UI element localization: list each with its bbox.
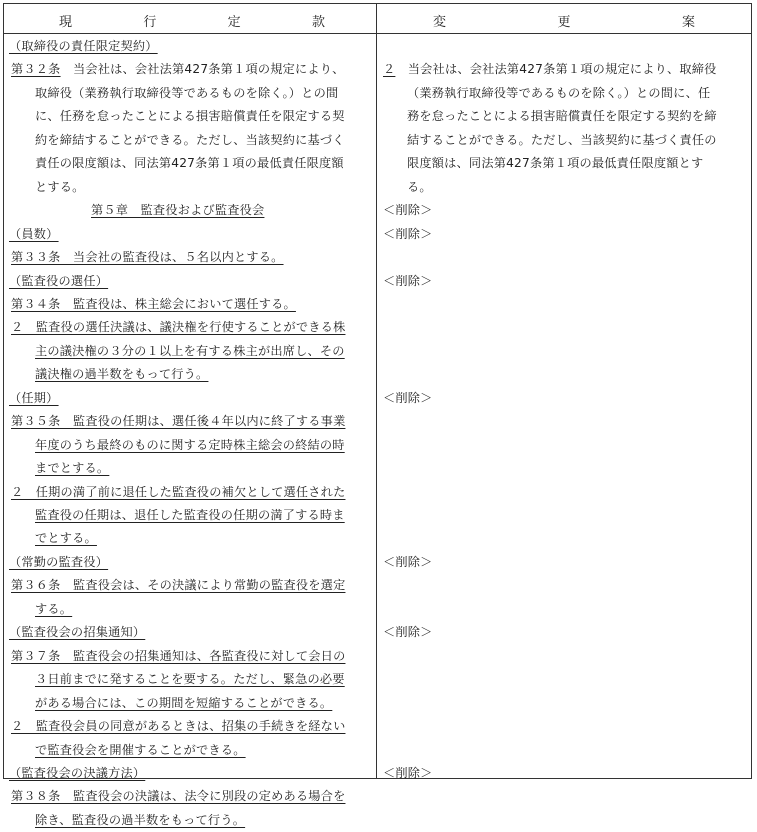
- current-article-line: 第３８条 監査役会の決議は、法令に別段の定めある場合を: [11, 789, 346, 804]
- current-article-line: 第３３条 当会社の監査役は、５名以内とする。: [11, 250, 284, 265]
- header-char: 行: [143, 14, 157, 30]
- current-article-line: （員数）: [9, 226, 59, 241]
- current-article-line: がある場合には、この期間を短縮することができる。: [35, 695, 333, 710]
- current-article-line: 議決権の過半数をもって行う。: [35, 367, 209, 382]
- current-articles-column: [3, 34, 375, 827]
- current-article-line: （監査役の選任）: [9, 273, 109, 288]
- current-article-line: する。: [35, 601, 73, 616]
- header-char: 変: [433, 14, 447, 30]
- amendment-table: [3, 3, 752, 827]
- header-char: 更: [557, 14, 571, 30]
- header-char: 現: [59, 14, 73, 30]
- proposed-article-line: ２ 当会社は、会社法第427条第１項の規定により、取締役: [383, 62, 717, 77]
- header-current-articles: [59, 7, 325, 33]
- proposed-changes-column: [377, 34, 751, 778]
- proposed-article-line: 務を怠ったことによる損害賠償責任を限定する契約を締: [407, 109, 717, 124]
- deleted-marker: ＜削除＞: [383, 273, 433, 288]
- current-article-line: に、任務を怠ったことによる損害賠償責任を限定する契: [35, 109, 345, 124]
- current-article-line: ３日前までに発することを要する。ただし、緊急の必要: [35, 672, 345, 687]
- current-article-line: 第３２条 当会社は、会社法第427条第１項の規定により、: [11, 62, 345, 77]
- proposed-article-line: （業務執行取締役等であるものを除く。）との間に、任: [407, 85, 711, 100]
- proposed-article-line: る。: [407, 179, 432, 194]
- header-char: 款: [311, 14, 325, 30]
- current-article-line: で監査役会を開催することができる。: [35, 742, 246, 757]
- current-article-line: （監査役会の決議方法）: [9, 765, 146, 780]
- current-article-line: 第３４条 監査役は、株主総会において選任する。: [11, 296, 296, 311]
- current-article-line: 年度のうち最終のものに関する定時株主総会の終結の時: [35, 437, 345, 452]
- deleted-marker: ＜削除＞: [383, 390, 433, 405]
- deleted-marker: ＜削除＞: [383, 226, 433, 241]
- current-article-line: 約を締結することができる。ただし、当該契約に基づく: [35, 132, 345, 147]
- proposed-article-line: 限度額は、同法第427条第１項の最低責任限度額とす: [407, 156, 704, 171]
- deleted-marker: ＜削除＞: [383, 765, 433, 780]
- current-article-line: までとする。: [35, 461, 110, 476]
- table-top-border: [3, 3, 752, 4]
- current-article-line: 第３６条 監査役会は、その決議により常勤の監査役を選定: [11, 578, 346, 593]
- current-article-line: 除き、監査役の過半数をもって行う。: [35, 812, 246, 827]
- table-right-border: [751, 3, 752, 779]
- current-article-line: ２ 監査役の選任決議は、議決権を行使することができる株: [11, 320, 346, 335]
- current-article-line: 責任の限度額は、同法第427条第１項の最低責任限度額: [35, 156, 344, 171]
- current-article-line: 第３７条 監査役会の招集通知は、各監査役に対して会日の: [11, 648, 346, 663]
- current-article-line: （監査役会の招集通知）: [9, 625, 146, 640]
- header-char: 案: [681, 14, 695, 30]
- deleted-marker: ＜削除＞: [383, 203, 433, 218]
- current-article-line: 監査役の任期は、退任した監査役の任期の満了する時ま: [35, 508, 345, 522]
- current-article-line: （任期）: [9, 390, 59, 405]
- current-article-line: ２ 監査役会員の同意があるときは、招集の手続きを経ない: [11, 719, 346, 734]
- current-article-line: 第５章 監査役および監査役会: [91, 203, 265, 218]
- current-article-line: （常勤の監査役）: [9, 554, 109, 569]
- header-char: 定: [227, 14, 241, 30]
- deleted-marker: ＜削除＞: [383, 625, 433, 640]
- current-article-line: 第３５条 監査役の任期は、選任後４年以内に終了する事業: [11, 414, 346, 429]
- current-article-line: ２ 任期の満了前に退任した監査役の補欠として選任された: [11, 484, 346, 499]
- current-article-line: でとする。: [35, 531, 97, 546]
- header-proposed-changes: [433, 7, 695, 33]
- current-article-line: とする。: [35, 179, 85, 194]
- current-article-line: （取締役の責任限定契約）: [9, 39, 158, 53]
- proposed-article-line: 結することができる。ただし、当該契約に基づく責任の: [407, 132, 717, 147]
- deleted-marker: ＜削除＞: [383, 554, 433, 569]
- current-article-line: 取締役（業務執行取締役等であるものを除く。）との間: [35, 85, 339, 100]
- current-article-line: 主の議決権の３分の１以上を有する株主が出席し、その: [35, 343, 345, 358]
